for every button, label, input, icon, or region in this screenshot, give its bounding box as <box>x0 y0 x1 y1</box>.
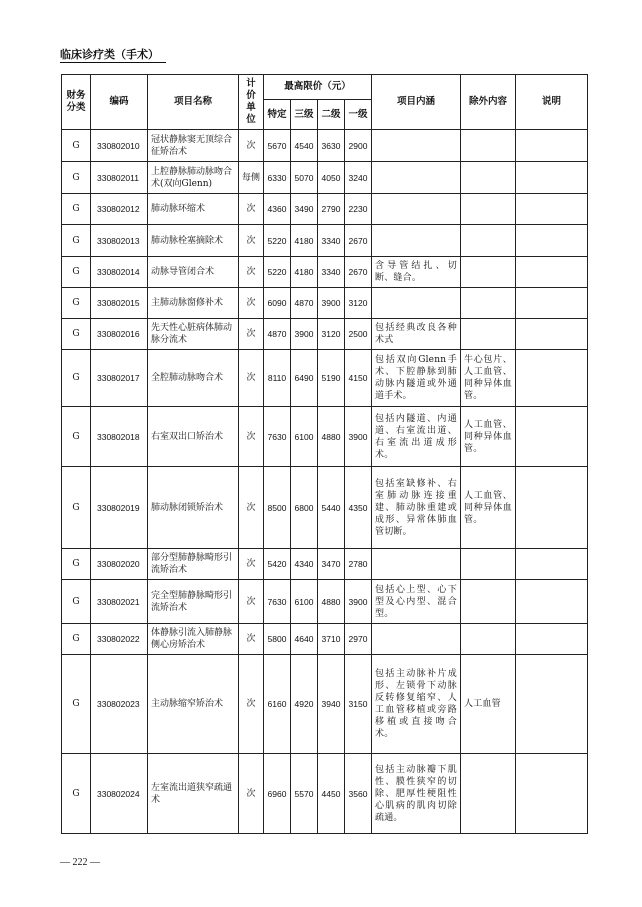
name-cell: 上腔静脉肺动脉吻合术(双向Glenn) <box>148 162 239 194</box>
code-cell: 330802019 <box>91 467 148 549</box>
col-header-tier3: 二级 <box>318 100 345 130</box>
table-head <box>62 75 588 130</box>
code-cell: 330802013 <box>91 225 148 257</box>
category-cell: G <box>62 407 91 467</box>
table-body <box>62 130 588 834</box>
fee-table <box>61 74 588 834</box>
content-cell: 包括主动脉补片成形、左锁骨下动脉反转修复缩窄、人工血管移植或旁路移植或直接吻合术。 <box>372 655 461 754</box>
col-header-price-group: 最高限价（元） <box>264 75 372 100</box>
notes-cell <box>516 162 588 194</box>
notes-cell <box>516 549 588 580</box>
notes-cell <box>516 407 588 467</box>
table-row <box>62 655 588 754</box>
header-underline <box>60 62 166 63</box>
price-tier4-cell: 2900 <box>345 130 372 162</box>
notes-cell <box>516 467 588 549</box>
unit-cell: 次 <box>239 257 264 288</box>
price-tier1-cell: 4870 <box>264 319 291 350</box>
name-cell: 左室流出道狭窄疏通术 <box>148 754 239 834</box>
excluded-cell <box>461 225 516 257</box>
code-cell: 330802024 <box>91 754 148 834</box>
price-tier4-cell: 2670 <box>345 225 372 257</box>
content-cell: 包括心上型、心下型及心内型、混合型。 <box>372 580 461 624</box>
content-cell <box>372 194 461 225</box>
table-row <box>62 130 588 162</box>
price-tier3-cell: 4450 <box>318 754 345 834</box>
code-cell: 330802018 <box>91 407 148 467</box>
table-row <box>62 549 588 580</box>
content-cell <box>372 130 461 162</box>
code-cell: 330802022 <box>91 624 148 655</box>
price-tier3-cell: 3900 <box>318 288 345 319</box>
excluded-cell <box>461 580 516 624</box>
category-cell: G <box>62 350 91 407</box>
category-cell: G <box>62 754 91 834</box>
col-header-tier2: 三级 <box>291 100 318 130</box>
price-tier2-cell: 6100 <box>291 580 318 624</box>
price-tier2-cell: 4870 <box>291 288 318 319</box>
price-tier4-cell: 3240 <box>345 162 372 194</box>
code-cell: 330802015 <box>91 288 148 319</box>
unit-cell: 次 <box>239 624 264 655</box>
price-tier2-cell: 5070 <box>291 162 318 194</box>
notes-cell <box>516 624 588 655</box>
name-cell: 完全型肺静脉畸形引流矫治术 <box>148 580 239 624</box>
price-tier3-cell: 3120 <box>318 319 345 350</box>
price-tier4-cell: 2500 <box>345 319 372 350</box>
table-row <box>62 350 588 407</box>
code-cell: 330802010 <box>91 130 148 162</box>
price-tier2-cell: 4640 <box>291 624 318 655</box>
notes-cell <box>516 580 588 624</box>
price-tier3-cell: 5190 <box>318 350 345 407</box>
table-row <box>62 319 588 350</box>
price-tier1-cell: 6160 <box>264 655 291 754</box>
unit-cell: 次 <box>239 467 264 549</box>
unit-cell: 次 <box>239 580 264 624</box>
notes-cell <box>516 225 588 257</box>
price-tier2-cell: 4540 <box>291 130 318 162</box>
table-row <box>62 467 588 549</box>
unit-cell: 次 <box>239 288 264 319</box>
name-cell: 先天性心脏病体肺动脉分流术 <box>148 319 239 350</box>
price-tier2-cell: 5570 <box>291 754 318 834</box>
content-cell: 包括主动脉瓣下肌性、膜性狭窄的切除、肥厚性梗阻性心肌病的肌肉切除疏通。 <box>372 754 461 834</box>
price-tier4-cell: 3150 <box>345 655 372 754</box>
excluded-cell: 人工血管、同种异体血管。 <box>461 407 516 467</box>
unit-cell: 次 <box>239 225 264 257</box>
price-tier1-cell: 6330 <box>264 162 291 194</box>
table-row <box>62 624 588 655</box>
price-tier3-cell: 3470 <box>318 549 345 580</box>
code-cell: 330802014 <box>91 257 148 288</box>
price-tier1-cell: 5220 <box>264 257 291 288</box>
price-tier4-cell: 2230 <box>345 194 372 225</box>
price-tier2-cell: 3490 <box>291 194 318 225</box>
price-tier1-cell: 5420 <box>264 549 291 580</box>
code-cell: 330802011 <box>91 162 148 194</box>
name-cell: 体静脉引流入肺静脉侧心房矫治术 <box>148 624 239 655</box>
col-header-category: 财务分类 <box>62 75 91 130</box>
category-cell: G <box>62 655 91 754</box>
category-cell: G <box>62 130 91 162</box>
col-header-content: 项目内涵 <box>372 75 461 130</box>
notes-cell <box>516 257 588 288</box>
price-tier3-cell: 4880 <box>318 580 345 624</box>
price-tier1-cell: 4360 <box>264 194 291 225</box>
content-cell <box>372 162 461 194</box>
page-header-title: 临床诊疗类（手术） <box>60 48 159 61</box>
table-row <box>62 162 588 194</box>
price-tier2-cell: 6100 <box>291 407 318 467</box>
col-header-tier4: 一级 <box>345 100 372 130</box>
price-tier3-cell: 3340 <box>318 225 345 257</box>
price-tier4-cell: 3120 <box>345 288 372 319</box>
price-tier4-cell: 2670 <box>345 257 372 288</box>
price-tier2-cell: 3900 <box>291 319 318 350</box>
content-cell: 包括经典改良各种术式 <box>372 319 461 350</box>
notes-cell <box>516 288 588 319</box>
price-tier1-cell: 5670 <box>264 130 291 162</box>
unit-cell: 每侧 <box>239 162 264 194</box>
table-row <box>62 288 588 319</box>
excluded-cell: 牛心包片、人工血管、同种异体血管。 <box>461 350 516 407</box>
unit-cell: 次 <box>239 194 264 225</box>
content-cell: 含导管结扎、切断、缝合。 <box>372 257 461 288</box>
excluded-cell <box>461 162 516 194</box>
price-tier4-cell: 2780 <box>345 549 372 580</box>
table-row <box>62 407 588 467</box>
code-cell: 330802023 <box>91 655 148 754</box>
price-tier1-cell: 5220 <box>264 225 291 257</box>
price-tier1-cell: 8110 <box>264 350 291 407</box>
name-cell: 部分型肺静脉畸形引流矫治术 <box>148 549 239 580</box>
notes-cell <box>516 319 588 350</box>
unit-cell: 次 <box>239 655 264 754</box>
price-tier1-cell: 6960 <box>264 754 291 834</box>
col-header-notes: 说明 <box>516 75 588 130</box>
price-tier3-cell: 5440 <box>318 467 345 549</box>
name-cell: 全腔肺动脉吻合术 <box>148 350 239 407</box>
price-tier3-cell: 2790 <box>318 194 345 225</box>
price-tier1-cell: 6090 <box>264 288 291 319</box>
notes-cell <box>516 350 588 407</box>
unit-cell: 次 <box>239 350 264 407</box>
table-row <box>62 257 588 288</box>
price-tier3-cell: 3940 <box>318 655 345 754</box>
unit-cell: 次 <box>239 549 264 580</box>
price-tier3-cell: 4880 <box>318 407 345 467</box>
price-tier3-cell: 3340 <box>318 257 345 288</box>
content-cell: 包括室缺修补、右室肺动脉连接重建、肺动脉重建或成形、异常体肺血管切断。 <box>372 467 461 549</box>
col-header-code: 编码 <box>91 75 148 130</box>
price-tier1-cell: 8500 <box>264 467 291 549</box>
price-tier2-cell: 4920 <box>291 655 318 754</box>
price-tier3-cell: 4050 <box>318 162 345 194</box>
excluded-cell <box>461 130 516 162</box>
content-cell: 包括双向Glenn手术、下腔静脉到肺动脉内隧道或外通道手术。 <box>372 350 461 407</box>
excluded-cell <box>461 754 516 834</box>
code-cell: 330802020 <box>91 549 148 580</box>
notes-cell <box>516 655 588 754</box>
price-tier4-cell: 3900 <box>345 580 372 624</box>
unit-cell: 次 <box>239 130 264 162</box>
content-cell <box>372 225 461 257</box>
category-cell: G <box>62 319 91 350</box>
table-row <box>62 754 588 834</box>
excluded-cell <box>461 549 516 580</box>
price-tier1-cell: 7630 <box>264 407 291 467</box>
table-row <box>62 194 588 225</box>
price-tier4-cell: 2970 <box>345 624 372 655</box>
name-cell: 右室双出口矫治术 <box>148 407 239 467</box>
code-cell: 330802017 <box>91 350 148 407</box>
price-tier4-cell: 3900 <box>345 407 372 467</box>
price-tier4-cell: 4350 <box>345 467 372 549</box>
col-header-excluded: 除外内容 <box>461 75 516 130</box>
col-header-unit: 计价单位 <box>239 75 264 130</box>
excluded-cell <box>461 319 516 350</box>
col-header-name: 项目名称 <box>148 75 239 130</box>
name-cell: 主肺动脉窗修补术 <box>148 288 239 319</box>
name-cell: 冠状静脉窦无顶综合征矫治术 <box>148 130 239 162</box>
excluded-cell <box>461 288 516 319</box>
name-cell: 肺动脉闭锁矫治术 <box>148 467 239 549</box>
category-cell: G <box>62 257 91 288</box>
price-tier2-cell: 4340 <box>291 549 318 580</box>
category-cell: G <box>62 225 91 257</box>
code-cell: 330802012 <box>91 194 148 225</box>
page-number: — 222 — <box>60 857 100 868</box>
category-cell: G <box>62 288 91 319</box>
excluded-cell <box>461 257 516 288</box>
price-tier2-cell: 6490 <box>291 350 318 407</box>
price-tier3-cell: 3710 <box>318 624 345 655</box>
price-tier2-cell: 6800 <box>291 467 318 549</box>
price-tier2-cell: 4180 <box>291 257 318 288</box>
category-cell: G <box>62 162 91 194</box>
category-cell: G <box>62 624 91 655</box>
notes-cell <box>516 754 588 834</box>
price-tier2-cell: 4180 <box>291 225 318 257</box>
code-cell: 330802021 <box>91 580 148 624</box>
col-header-tier1: 特定 <box>264 100 291 130</box>
unit-cell: 次 <box>239 407 264 467</box>
category-cell: G <box>62 467 91 549</box>
excluded-cell <box>461 194 516 225</box>
name-cell: 肺动脉栓塞摘除术 <box>148 225 239 257</box>
name-cell: 动脉导管闭合术 <box>148 257 239 288</box>
price-tier4-cell: 3560 <box>345 754 372 834</box>
category-cell: G <box>62 549 91 580</box>
category-cell: G <box>62 194 91 225</box>
notes-cell <box>516 130 588 162</box>
category-cell: G <box>62 580 91 624</box>
content-cell: 包括内隧道、内通道、右室流出道、右室流出道成形术。 <box>372 407 461 467</box>
content-cell <box>372 624 461 655</box>
excluded-cell: 人工血管、同种异体血管。 <box>461 467 516 549</box>
price-tier1-cell: 7630 <box>264 580 291 624</box>
code-cell: 330802016 <box>91 319 148 350</box>
price-tier1-cell: 5800 <box>264 624 291 655</box>
name-cell: 肺动脉环缩术 <box>148 194 239 225</box>
notes-cell <box>516 194 588 225</box>
unit-cell: 次 <box>239 319 264 350</box>
price-tier4-cell: 4150 <box>345 350 372 407</box>
excluded-cell: 人工血管 <box>461 655 516 754</box>
name-cell: 主动脉缩窄矫治术 <box>148 655 239 754</box>
table-row <box>62 225 588 257</box>
unit-cell: 次 <box>239 754 264 834</box>
content-cell <box>372 549 461 580</box>
table-row <box>62 580 588 624</box>
price-tier3-cell: 3630 <box>318 130 345 162</box>
excluded-cell <box>461 624 516 655</box>
content-cell <box>372 288 461 319</box>
